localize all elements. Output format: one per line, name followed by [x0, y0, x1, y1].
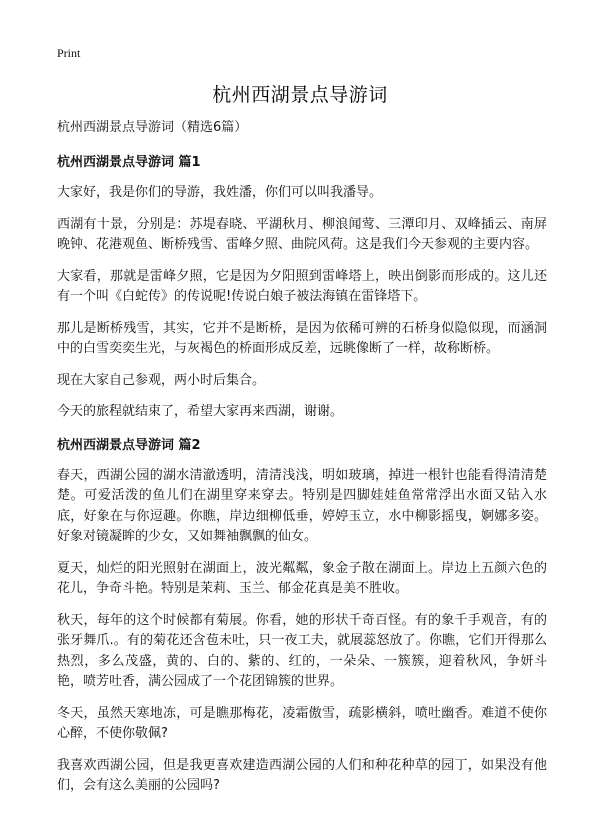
paragraph: 夏天，灿烂的阳光照射在湖面上，波光粼粼，象金子散在湖面上。岸边上五颜六色的花儿，争奇斗艳。特别是茉莉、玉兰、郁金花真是美不胜收。	[57, 560, 547, 596]
page-title: 杭州西湖景点导游词	[212, 84, 388, 106]
paragraph: 我喜欢西湖公园，但是我更喜欢建造西湖公园的人们和种花种草的园丁，如果没有他们，会有这么美丽的公园吗?	[57, 757, 547, 793]
section-2	[57, 436, 547, 797]
paragraph: 西湖有十景，分别是：苏堤春晓、平湖秋月、柳浪闻莺、三潭印月、双峰插云、南屏晚钟、花港观鱼、断桥残雪、雷峰夕照、曲院风荷。这是我们今天参观的主要内容。	[57, 216, 547, 252]
paragraph: 大家看，那就是雷峰夕照，它是因为夕阳照到雷峰塔上，映出倒影而形成的。这儿还有一个叫《白蛇传》的传说呢!传说白娘子被法海镇在雷锋塔下。	[57, 268, 547, 304]
paragraph: 现在大家自己参观，两小时后集合。	[57, 372, 266, 388]
paragraph: 那儿是断桥残雪，其实，它并不是断桥，是因为依稀可辨的石桥身似隐似现，而涵洞中的白雪奕奕生光，与灰褐色的桥面形成反差，远眺像断了一样，故称断桥。	[57, 320, 547, 356]
paragraph: 今天的旅程就结束了，希望大家再来西湖，谢谢。	[57, 404, 344, 419]
subtitle: 杭州西湖景点导游词（精选6篇）	[57, 120, 248, 135]
paragraph: 冬天，虽然天寒地冻，可是瞧那梅花，凌霜傲雪，疏影横斜，喷吐幽香。难道不使你心醉，不使你敬佩?	[57, 705, 547, 741]
paragraph: 春天，西湖公园的湖水清澈透明，清清浅浅，明如玻璃，掉进一根针也能看得清清楚楚。可爱活泼的鱼儿们在湖里穿来穿去。特别是四脚娃娃鱼常常浮出水面又钻入水底，好象在与你逗趣。你瞧，岸边细柳低垂，婷婷玉立，水中柳影摇曳，婀娜多姿。好象对镜凝眸的少女，又如舞袖飘飘的仙女。	[57, 467, 547, 544]
section-1	[57, 153, 547, 423]
section-heading: 杭州西湖景点导游词 篇2	[57, 437, 201, 453]
print-link[interactable]: Print	[57, 46, 81, 60]
article-body	[57, 118, 547, 808]
section-heading: 杭州西湖景点导游词 篇1	[57, 155, 201, 170]
paragraph: 大家好，我是你们的导游，我姓潘，你们可以叫我潘导。	[57, 185, 383, 200]
paragraph: 秋天，每年的这个时候都有菊展。你看，她的形状千奇百怪。有的象千手观音，有的张牙舞爪.。有的菊花还含苞未吐，只一夜工夫，就展蕊怒放了。你瞧，它们开得那么热烈，多么茂盛，黄的、白的、紫的、红的，一朵朵、一簇簇，迎着秋风，争妍斗艳，喷芳吐香，满公园成了一个花团锦簇的世界。	[57, 612, 547, 689]
